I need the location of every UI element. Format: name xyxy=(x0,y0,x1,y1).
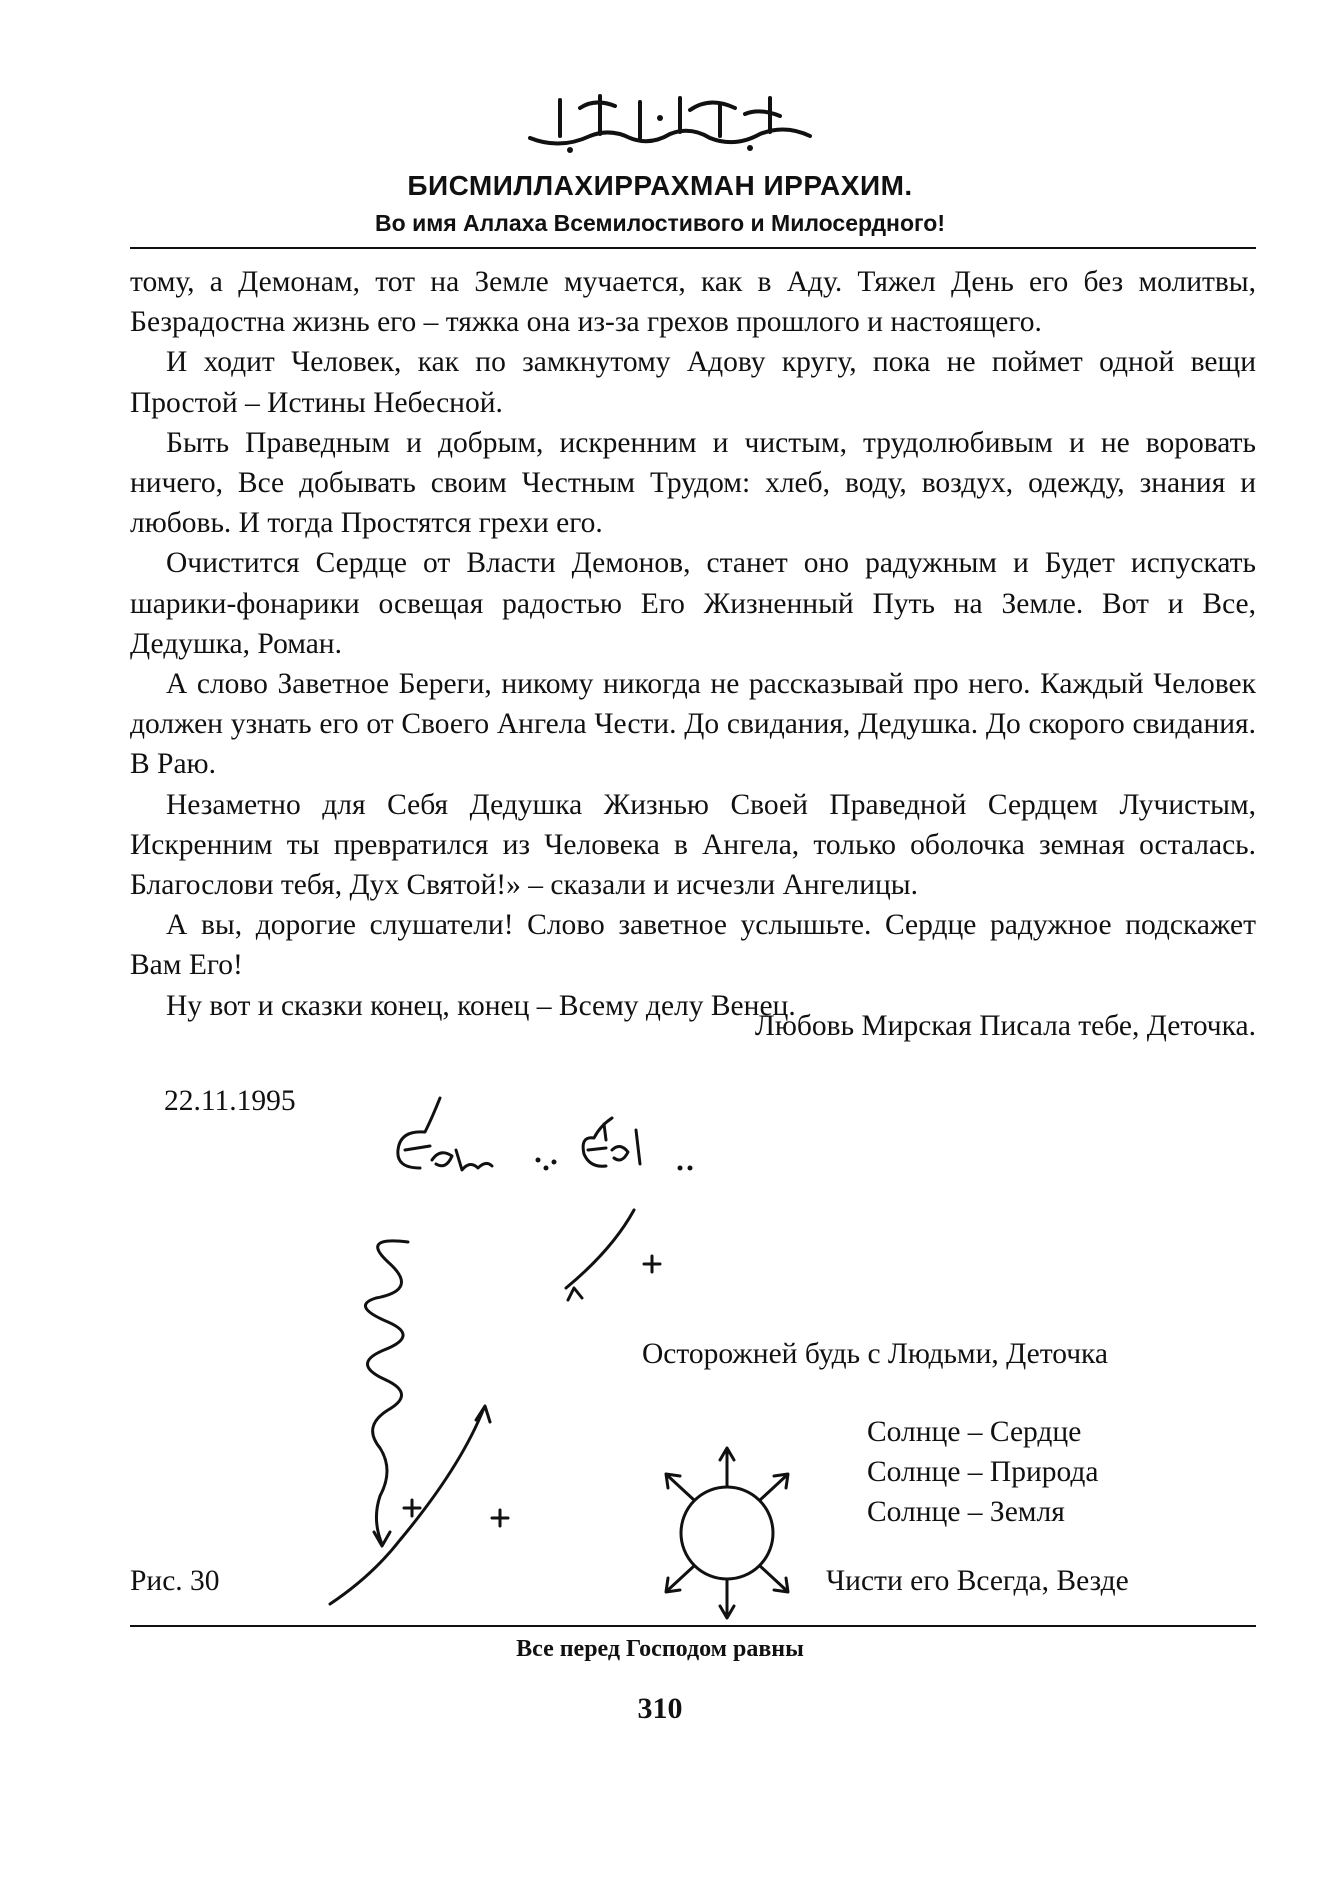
sun-line: Солнце – Сердце xyxy=(867,1416,1082,1448)
sun-line: Солнце – Природа xyxy=(867,1456,1099,1488)
diagonal-arrow xyxy=(566,1210,634,1288)
sun-lines xyxy=(867,1412,1099,1532)
handwritten-signature xyxy=(398,1098,492,1170)
sun-line: Солнце – Земля xyxy=(867,1496,1065,1528)
paragraph: тому, а Демонам, тот на Земле мучается, как в Аду. Тяжел День его без молитвы, Безрадостна жизнь его – тяжка она из-за грехов прошлого и настоящего. xyxy=(130,266,1256,339)
wavy-arrow-line xyxy=(365,1241,408,1544)
caution-line: Осторожней будь с Людьми, Деточка xyxy=(642,1338,1109,1370)
header-subtitle: Во имя Аллаха Всемилостивого и Милосердного! xyxy=(375,210,945,236)
curved-arrow xyxy=(330,1408,484,1604)
paragraph: А слово Заветное Береги, никому никогда не рассказывай про него. Каждый Человек должен узнать его от Своего Ангела Чести. До свидания, Дедушка. До скорого свидания. В Раю. xyxy=(130,668,1256,781)
handwritten-signature xyxy=(583,1118,640,1166)
figure-label: Рис. 30 xyxy=(130,1565,220,1597)
header-title: БИСМИЛЛАХИРРАХМАН ИРРАХИМ. xyxy=(407,170,913,201)
clean-line: Чисти его Всегда, Везде xyxy=(826,1565,1129,1597)
paragraph: Незаметно для Себя Дедушка Жизнью Своей Праведной Сердцем Лучистым, Искренним ты превратился из Человека в Ангела, только оболочка земная осталась. Благослови тебя, Дух Святой!» – сказали и исчезли Ангелицы. xyxy=(130,788,1256,902)
paragraph: И ходит Человек, как по замкнутому Адову кругу, пока не поймет одной вещи Простой – Истины Небесной. xyxy=(130,346,1256,419)
date: 22.11.1995 xyxy=(164,1085,296,1117)
footer-text: Все перед Господом равны xyxy=(516,1636,804,1662)
footer-rule xyxy=(130,1625,1256,1627)
paragraph: А вы, дорогие слушатели! Слово заветное услышьте. Сердце радужное подскажет Вам Его! xyxy=(130,909,1256,982)
signature-line: Любовь Мирская Писала тебе, Деточка. xyxy=(754,1010,1256,1042)
paragraph: Ну вот и сказки конец, конец – Всему делу Венец. xyxy=(166,989,796,1022)
paragraph: Очистится Сердце от Власти Демонов, станет оно радужным и Будет испускать шарики-фонарики освещая радостью Его Жизненный Путь на Земле. Вот и Все, Дедушка, Роман. xyxy=(130,547,1256,660)
page-number: 310 xyxy=(637,1692,683,1725)
paragraph: Быть Праведным и добрым, искренним и чистым, трудолюбивым и не воровать ничего, Все добывать своим Честным Трудом: хлеб, воду, воздух, одежду, знания и любовь. И тогда Простятся грехи его. xyxy=(130,426,1256,540)
